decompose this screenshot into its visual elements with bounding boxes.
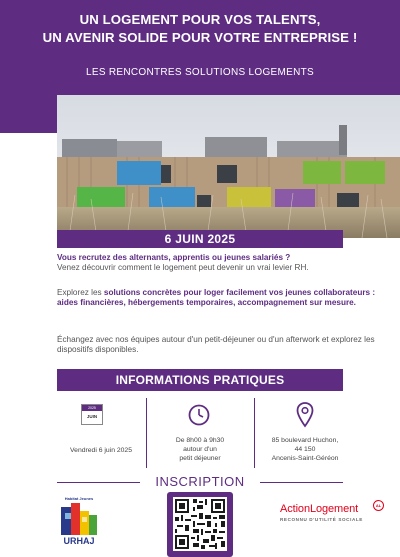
location-pin-icon	[296, 402, 314, 428]
address-line-2: 44 150	[294, 446, 316, 453]
event-date-banner: 6 JUIN 2025	[57, 230, 343, 248]
title-line-2: UN AVENIR SOLIDE POUR VOTRE ENTREPRISE !	[42, 30, 358, 45]
intro-paragraph	[57, 253, 377, 274]
inscription-rule-left	[57, 482, 140, 483]
exchange-paragraph: Échangez avec nos équipes autour d'un petit-déjeuner ou d'un afterwork et explorez les dispositifs disponibles.	[57, 335, 375, 355]
registration-qr-code[interactable]	[167, 492, 233, 557]
intro-rest: Venez découvrir comment le logement peut devenir un vrai levier RH.	[57, 263, 309, 273]
action-logement-name	[280, 503, 384, 515]
solutions-prefix: Explorez les	[57, 288, 102, 297]
calendar-icon	[81, 404, 103, 425]
time-text	[147, 436, 253, 463]
action-logement-name-a: Action	[280, 503, 310, 515]
solutions-paragraph	[57, 288, 377, 309]
info-date-column	[57, 398, 145, 466]
info-time-column	[147, 398, 253, 466]
calendar-year: 2025	[82, 405, 102, 411]
page-subtitle: LES RENCONTRES SOLUTIONS LOGEMENTS	[85, 67, 315, 78]
info-address-column	[255, 398, 355, 466]
time-line-1: De 8h00 à 9h30	[175, 437, 225, 444]
intro-lead: Vous recrutez des alternants, apprentis ou jeunes salariés ?	[57, 253, 291, 262]
time-line-2: autour d'un	[183, 446, 217, 453]
address-text	[255, 436, 355, 463]
action-logement-name-b: Logement	[309, 503, 359, 515]
time-line-3: petit déjeuner	[179, 455, 221, 462]
info-section-title: INFORMATIONS PRATIQUES	[57, 369, 343, 391]
urhaj-name: URHAJ	[63, 536, 95, 546]
urhaj-graphic	[61, 503, 97, 535]
urhaj-logo	[57, 496, 101, 548]
action-logement-tagline: RECONNU D'UTILITÉ SOCIALE	[280, 517, 363, 522]
date-text: Vendredi 6 juin 2025	[70, 447, 132, 454]
inscription-rule-right	[260, 482, 343, 483]
calendar-month: JUIN	[86, 414, 98, 419]
urhaj-tagline: Habitat Jeunes	[64, 496, 94, 501]
qr-code-icon	[173, 497, 227, 551]
clock-icon	[188, 404, 210, 426]
action-logement-logo	[280, 503, 384, 522]
page-title	[0, 11, 400, 47]
address-line-3: Ancenis-Saint-Géréon	[271, 455, 339, 462]
building-photo	[57, 95, 400, 238]
inscription-title: INSCRIPTION	[155, 474, 245, 489]
action-logement-mark: AL	[373, 500, 384, 511]
solutions-bold: solutions concrètes pour loger facilement vos jeunes collaborateurs : aides financières, hébergements temporaires, accompagnement sur mesure.	[57, 288, 376, 308]
title-line-1: UN LOGEMENT POUR VOS TALENTS,	[79, 12, 321, 27]
address-line-1: 85 boulevard Huchon,	[271, 437, 339, 444]
